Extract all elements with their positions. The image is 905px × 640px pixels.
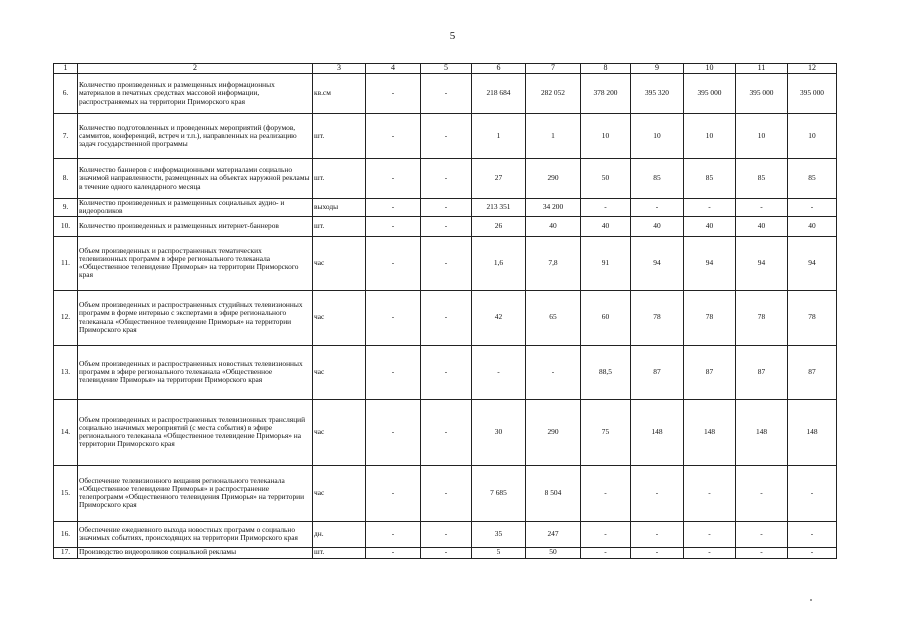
value-col-11: - xyxy=(736,465,788,521)
value-col-11: - xyxy=(736,199,788,217)
value-col-5: - xyxy=(421,345,472,399)
value-col-5: - xyxy=(421,114,472,159)
value-col-7: 7,8 xyxy=(526,236,581,290)
unit: шт. xyxy=(313,114,366,159)
row-number: 12. xyxy=(54,290,78,345)
value-col-12: - xyxy=(788,199,837,217)
value-col-8: - xyxy=(581,465,631,521)
table-row xyxy=(54,159,837,199)
value-col-8: 75 xyxy=(581,399,631,465)
value-col-4: - xyxy=(366,199,421,217)
value-col-9: 94 xyxy=(631,236,684,290)
value-col-12: 85 xyxy=(788,159,837,199)
value-col-9: - xyxy=(631,521,684,547)
value-col-6: 213 351 xyxy=(472,199,526,217)
column-header: 6 xyxy=(472,64,526,74)
value-col-10: 395 000 xyxy=(684,74,736,114)
value-col-10: 78 xyxy=(684,290,736,345)
value-col-8: 91 xyxy=(581,236,631,290)
indicator-name: Количество произведенных и размещенных социальных аудио- и видеороликов xyxy=(78,199,313,217)
value-col-9: 148 xyxy=(631,399,684,465)
value-col-5: - xyxy=(421,199,472,217)
indicator-name: Объем произведенных и распространенных телевизионных трансляций социально значимых мероприятий (с места события) в эфире регионального телеканала «Общественное телевидение Приморья» на территории Приморского края xyxy=(78,399,313,465)
value-col-4: - xyxy=(366,465,421,521)
unit: выходы xyxy=(313,199,366,217)
column-header: 5 xyxy=(421,64,472,74)
value-col-5: - xyxy=(421,159,472,199)
table-row xyxy=(54,74,837,114)
value-col-8: 378 200 xyxy=(581,74,631,114)
unit: шт. xyxy=(313,216,366,236)
indicator-name: Количество произведенных и размещенных информационных материалов в печатных средствах массовой информации, распространяемых на территории Приморского края xyxy=(78,74,313,114)
unit: час xyxy=(313,345,366,399)
value-col-7: 247 xyxy=(526,521,581,547)
value-col-5: - xyxy=(421,290,472,345)
value-col-11: - xyxy=(736,547,788,558)
table-row xyxy=(54,114,837,159)
indicator-name: Количество произведенных и размещенных интернет-баннеров xyxy=(78,216,313,236)
value-col-12: 94 xyxy=(788,236,837,290)
value-col-7: 1 xyxy=(526,114,581,159)
unit: дн. xyxy=(313,521,366,547)
value-col-4: - xyxy=(366,236,421,290)
row-number: 16. xyxy=(54,521,78,547)
column-header: 2 xyxy=(78,64,313,74)
row-number: 10. xyxy=(54,216,78,236)
value-col-8: - xyxy=(581,521,631,547)
indicator-name: Количество баннеров с информационными материалами социально значимой направленности, размещенных на объектах наружной рекламы в течение одного календарного месяца xyxy=(78,159,313,199)
value-col-7: 34 200 xyxy=(526,199,581,217)
value-col-4: - xyxy=(366,216,421,236)
value-col-10: 148 xyxy=(684,399,736,465)
value-col-7: 282 052 xyxy=(526,74,581,114)
value-col-9: - xyxy=(631,547,684,558)
value-col-7: 50 xyxy=(526,547,581,558)
value-col-10: - xyxy=(684,465,736,521)
table-row xyxy=(54,521,837,547)
value-col-12: 78 xyxy=(788,290,837,345)
value-col-9: - xyxy=(631,465,684,521)
value-col-5: - xyxy=(421,74,472,114)
indicator-name: Объем произведенных и распространенных тематических телевизионных программ в эфире регионального телеканала «Общественное телевидение Приморья» на территории Приморского края xyxy=(78,236,313,290)
value-col-8: - xyxy=(581,547,631,558)
value-col-6: 27 xyxy=(472,159,526,199)
column-header: 11 xyxy=(736,64,788,74)
value-col-10: 10 xyxy=(684,114,736,159)
value-col-6: 1,6 xyxy=(472,236,526,290)
value-col-7: 65 xyxy=(526,290,581,345)
value-col-8: 10 xyxy=(581,114,631,159)
value-col-5: - xyxy=(421,216,472,236)
value-col-7: 290 xyxy=(526,399,581,465)
value-col-10: 40 xyxy=(684,216,736,236)
row-number: 13. xyxy=(54,345,78,399)
value-col-6: 218 684 xyxy=(472,74,526,114)
value-col-10: 85 xyxy=(684,159,736,199)
indicator-name: Количество подготовленных и проведенных мероприятий (форумов, саммитов, конференций, встреч и т.п.), направленных на реализацию задач государственной программы xyxy=(78,114,313,159)
value-col-8: 50 xyxy=(581,159,631,199)
value-col-8: 40 xyxy=(581,216,631,236)
table-row xyxy=(54,399,837,465)
value-col-6: 42 xyxy=(472,290,526,345)
value-col-11: 395 000 xyxy=(736,74,788,114)
page-number: 5 xyxy=(449,30,456,42)
row-number: 11. xyxy=(54,236,78,290)
value-col-10: - xyxy=(684,199,736,217)
value-col-5: - xyxy=(421,547,472,558)
value-col-6: 5 xyxy=(472,547,526,558)
scan-mark xyxy=(810,599,812,601)
value-col-11: 87 xyxy=(736,345,788,399)
value-col-9: - xyxy=(631,199,684,217)
value-col-4: - xyxy=(366,345,421,399)
value-col-5: - xyxy=(421,236,472,290)
value-col-9: 78 xyxy=(631,290,684,345)
indicator-name: Объем произведенных и распространенных новостных телевизионных программ в эфире регионального телеканала «Общественное телевидение Приморья» на территории Приморского края xyxy=(78,345,313,399)
value-col-8: - xyxy=(581,199,631,217)
value-col-10: - xyxy=(684,547,736,558)
value-col-10: 94 xyxy=(684,236,736,290)
value-col-12: 87 xyxy=(788,345,837,399)
column-header: 1 xyxy=(54,64,78,74)
value-col-6: 30 xyxy=(472,399,526,465)
indicator-name: Обеспечение ежедневного выхода новостных программ о социально значимых событиях, происходящих на территории Приморского края xyxy=(78,521,313,547)
table-header-row xyxy=(54,64,837,74)
value-col-12: - xyxy=(788,465,837,521)
value-col-11: 10 xyxy=(736,114,788,159)
column-header: 9 xyxy=(631,64,684,74)
value-col-6: - xyxy=(472,345,526,399)
unit: час xyxy=(313,290,366,345)
value-col-9: 395 320 xyxy=(631,74,684,114)
unit: час xyxy=(313,399,366,465)
value-col-12: 40 xyxy=(788,216,837,236)
table-row xyxy=(54,216,837,236)
value-col-5: - xyxy=(421,399,472,465)
value-col-6: 7 685 xyxy=(472,465,526,521)
table-row xyxy=(54,290,837,345)
table-row xyxy=(54,199,837,217)
table-row xyxy=(54,236,837,290)
value-col-6: 1 xyxy=(472,114,526,159)
value-col-6: 26 xyxy=(472,216,526,236)
table-row xyxy=(54,465,837,521)
value-col-11: 94 xyxy=(736,236,788,290)
column-header: 4 xyxy=(366,64,421,74)
value-col-4: - xyxy=(366,399,421,465)
value-col-11: 148 xyxy=(736,399,788,465)
row-number: 14. xyxy=(54,399,78,465)
table-row xyxy=(54,345,837,399)
value-col-4: - xyxy=(366,114,421,159)
value-col-6: 35 xyxy=(472,521,526,547)
value-col-9: 85 xyxy=(631,159,684,199)
value-col-5: - xyxy=(421,465,472,521)
column-header: 7 xyxy=(526,64,581,74)
value-col-7: 8 504 xyxy=(526,465,581,521)
unit: шт. xyxy=(313,547,366,558)
value-col-9: 87 xyxy=(631,345,684,399)
value-col-8: 60 xyxy=(581,290,631,345)
column-header: 8 xyxy=(581,64,631,74)
value-col-9: 40 xyxy=(631,216,684,236)
row-number: 9. xyxy=(54,199,78,217)
row-number: 8. xyxy=(54,159,78,199)
value-col-12: - xyxy=(788,547,837,558)
value-col-10: - xyxy=(684,521,736,547)
table-body xyxy=(54,64,837,559)
value-col-8: 88,5 xyxy=(581,345,631,399)
value-col-12: 10 xyxy=(788,114,837,159)
value-col-12: 395 000 xyxy=(788,74,837,114)
row-number: 6. xyxy=(54,74,78,114)
value-col-4: - xyxy=(366,74,421,114)
unit: час xyxy=(313,465,366,521)
value-col-12: 148 xyxy=(788,399,837,465)
value-col-11: 78 xyxy=(736,290,788,345)
indicator-name: Объем произведенных и распространенных студийных телевизионных программ в форме интервью с экспертами в эфире регионального телеканала «Общественное телевидение Приморья» на территории Приморского края xyxy=(78,290,313,345)
value-col-4: - xyxy=(366,521,421,547)
indicator-name: Обеспечение телевизионного вещания регионального телеканала «Общественное телевидение Приморья» и распространение телепрограмм «Общественного телевидения Приморья» на территории Приморского края xyxy=(78,465,313,521)
value-col-4: - xyxy=(366,547,421,558)
value-col-7: - xyxy=(526,345,581,399)
unit: шт. xyxy=(313,159,366,199)
column-header: 10 xyxy=(684,64,736,74)
unit: кв.см xyxy=(313,74,366,114)
value-col-11: 85 xyxy=(736,159,788,199)
value-col-12: - xyxy=(788,521,837,547)
value-col-11: - xyxy=(736,521,788,547)
value-col-5: - xyxy=(421,521,472,547)
row-number: 7. xyxy=(54,114,78,159)
table-row xyxy=(54,547,837,558)
indicator-name: Производство видеороликов социальной рекламы xyxy=(78,547,313,558)
column-header: 3 xyxy=(313,64,366,74)
value-col-4: - xyxy=(366,290,421,345)
column-header: 12 xyxy=(788,64,837,74)
row-number: 15. xyxy=(54,465,78,521)
unit: час xyxy=(313,236,366,290)
value-col-11: 40 xyxy=(736,216,788,236)
value-col-7: 40 xyxy=(526,216,581,236)
indicators-table xyxy=(53,63,837,559)
value-col-10: 87 xyxy=(684,345,736,399)
value-col-4: - xyxy=(366,159,421,199)
row-number: 17. xyxy=(54,547,78,558)
value-col-9: 10 xyxy=(631,114,684,159)
value-col-7: 290 xyxy=(526,159,581,199)
